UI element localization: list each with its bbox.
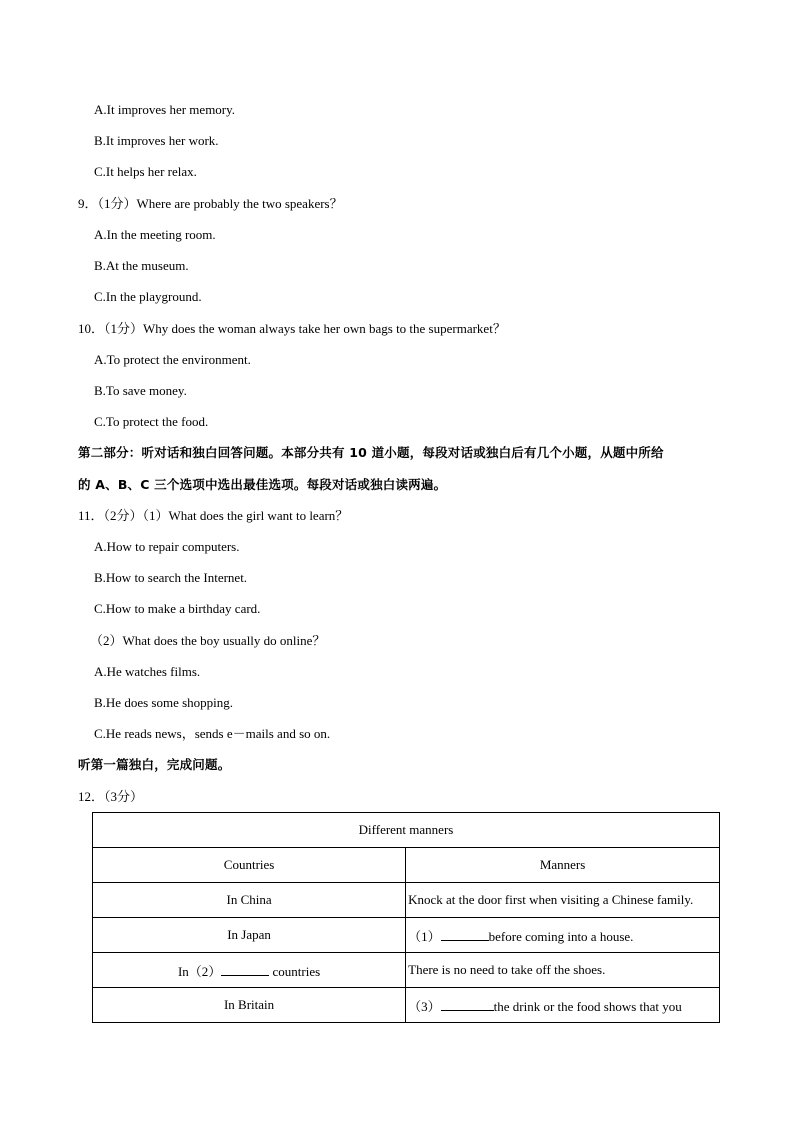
q8-option-a: A.It improves her memory. <box>94 102 236 117</box>
q11-1-option-c: C.How to make a birthday card. <box>94 601 261 616</box>
table-row <box>93 918 720 953</box>
blank-1-text: before coming into a house. <box>488 928 634 944</box>
q9-option-c: C.In the playground. <box>94 289 202 304</box>
blank-2-text: countries <box>269 963 321 979</box>
table-title-row <box>93 813 720 848</box>
q10-option-c: C.To protect the food. <box>94 414 209 429</box>
q10-stem: 10．（1分）Why does the woman always take her own bags to the supermarket？ <box>78 321 506 336</box>
q11-1-option-b: B.How to search the Internet. <box>94 570 248 585</box>
q11-1-option-a: A.How to repair computers. <box>94 539 240 554</box>
blank-3-number: （3） <box>408 998 441 1014</box>
monologue-heading: 听第一篇独白，完成问题。 <box>78 757 231 772</box>
manner-cell: There is no need to take off the shoes. <box>406 953 720 988</box>
country-cell: In China <box>93 883 406 918</box>
table-row <box>93 988 720 1023</box>
q10-option-a: A.To protect the environment. <box>94 352 251 367</box>
blank-2-line[interactable] <box>221 964 269 976</box>
blank-3-line[interactable] <box>441 999 494 1011</box>
q9-stem: 9．（1分）Where are probably the two speakers？ <box>78 196 343 211</box>
q11-2-option-c: C.He reads news，sends e－mails and so on. <box>94 726 331 741</box>
table-header-row <box>93 848 720 883</box>
q11-stem: 11．（2分）（1）What does the girl want to learn？ <box>78 508 349 523</box>
q9-option-a: A.In the meeting room. <box>94 227 216 242</box>
q8-option-b: B.It improves her work. <box>94 133 219 148</box>
country-cell: In Japan <box>93 918 406 953</box>
part2-instruction-line1: 第二部分：听对话和独白回答问题。本部分共有 10 道小题，每段对话或独白后有几个小题，从题中所给 <box>78 445 664 460</box>
country-cell <box>93 953 406 988</box>
part2-instruction-line2: 的 A、B、C 三个选项中选出最佳选项。每段对话或独白读两遍。 <box>78 477 447 492</box>
table-row <box>93 883 720 918</box>
q11-2-option-b: B.He does some shopping. <box>94 695 234 710</box>
q10-option-b: B.To save money. <box>94 383 187 398</box>
q12-stem: 12．（3分） <box>78 789 144 804</box>
manner-cell: Knock at the door first when visiting a Chinese family. <box>406 883 720 918</box>
q8-option-c: C.It helps her relax. <box>94 164 197 179</box>
blank-3-text: the drink or the food shows that you <box>493 998 682 1014</box>
country-cell: In Britain <box>93 988 406 1023</box>
manners-table <box>92 812 720 1023</box>
manner-cell <box>406 988 720 1023</box>
table-title: Different manners <box>93 813 720 848</box>
table-row <box>93 953 720 988</box>
q11-2-option-a: A.He watches films. <box>94 664 201 679</box>
blank-2-number: In（2） <box>177 963 222 979</box>
q9-option-b: B.At the museum. <box>94 258 189 273</box>
blank-1-number: （1） <box>408 928 441 944</box>
q11-sub2-stem: （2）What does the boy usually do online？ <box>90 633 326 648</box>
manner-cell <box>406 918 720 953</box>
header-countries: Countries <box>93 848 406 883</box>
blank-1-line[interactable] <box>441 929 489 941</box>
header-manners: Manners <box>406 848 720 883</box>
